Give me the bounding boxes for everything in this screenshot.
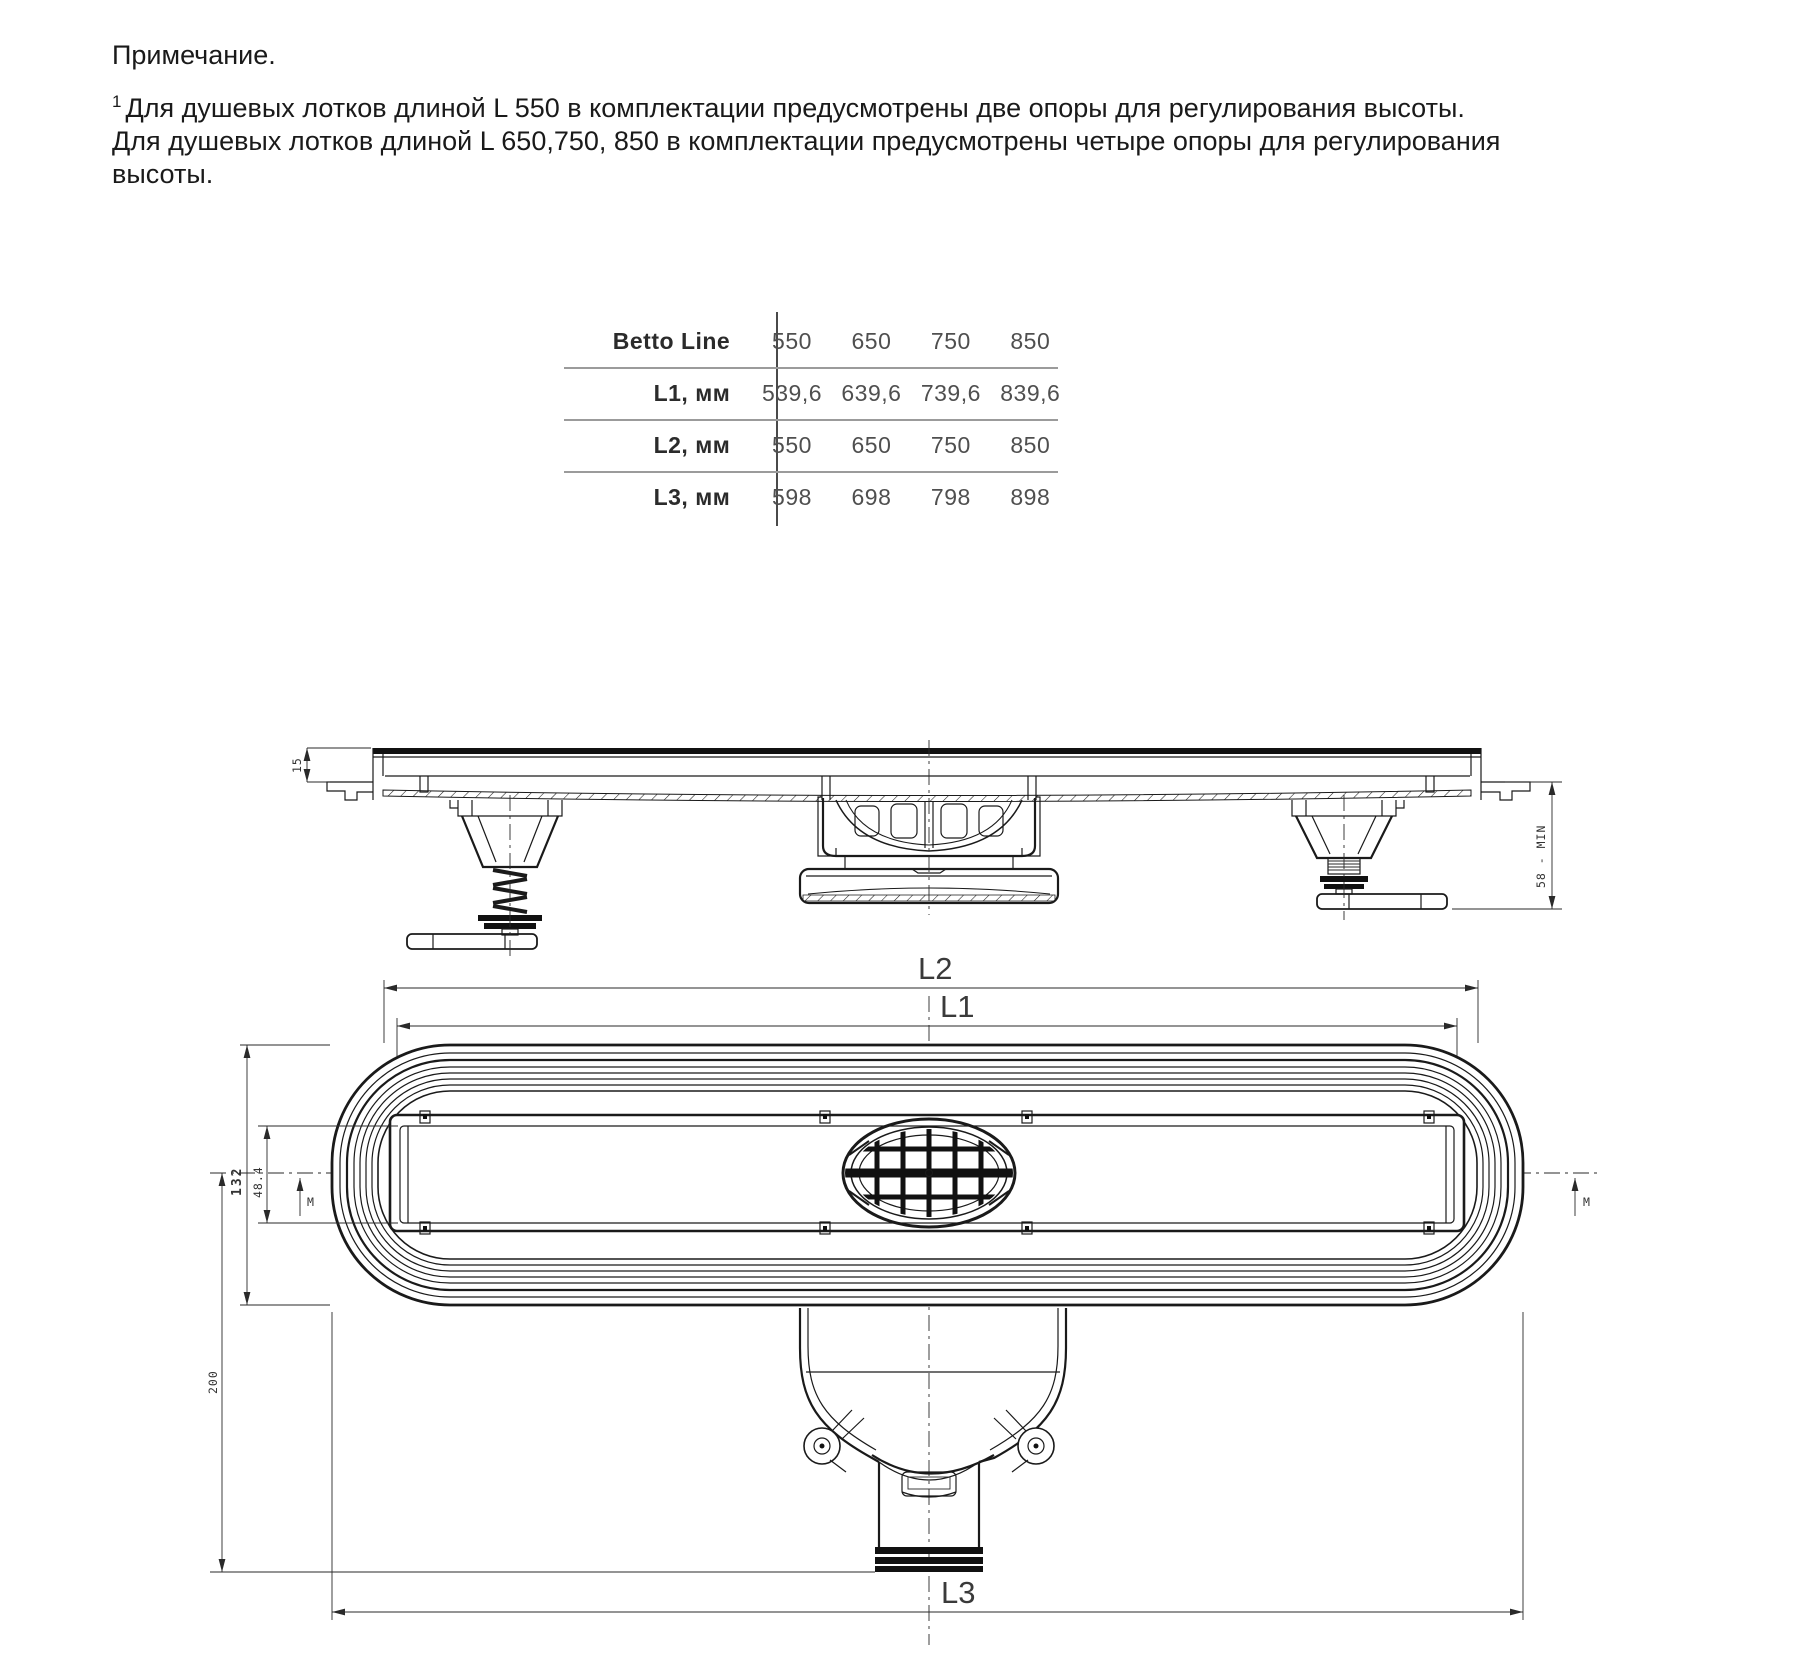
- size-750: 750: [930, 328, 971, 354]
- channel-floor: [383, 790, 1471, 802]
- marking-m-right: [1575, 1178, 1591, 1216]
- size-850: 850: [1010, 328, 1051, 354]
- top-view: [206, 951, 1598, 1645]
- leg-left: [407, 795, 562, 958]
- dim-label-58-min: 58 - MIN: [1534, 824, 1548, 888]
- dim-l2: [384, 951, 1478, 1043]
- l1-value: 539,6: [761, 380, 823, 406]
- dim-label-l2: L2: [918, 951, 953, 986]
- dim-label-132: 132: [230, 1166, 245, 1196]
- row-label-l3: L3, мм: [653, 484, 731, 510]
- leg-right: [1292, 795, 1447, 920]
- dim-l3: [332, 1312, 1523, 1620]
- row-label-l2: L2, мм: [653, 432, 731, 458]
- note-line-1-text: Для душевых лотков длиной L 550 в комплектации предусмотрены две опоры для регулирования высоты.: [125, 93, 1465, 123]
- l2-value: 550: [772, 432, 812, 458]
- l3-value: 898: [1010, 484, 1051, 510]
- dim-label-48-4: 48.4: [251, 1166, 265, 1198]
- size-550: 550: [772, 328, 812, 354]
- dim-label-l1: L1: [940, 989, 975, 1024]
- dim-label-200: 200: [206, 1370, 220, 1394]
- marking-m-left: [300, 1178, 315, 1216]
- grate-profile: [373, 748, 1481, 754]
- note-superscript: 1: [112, 92, 122, 111]
- l1-value: 839,6: [1000, 380, 1061, 406]
- l1-value: 739,6: [920, 380, 981, 406]
- l2-value: 850: [1010, 432, 1051, 458]
- l3-value: 798: [930, 484, 971, 510]
- size-650: 650: [851, 328, 892, 354]
- siphon-trap: [800, 740, 1058, 915]
- note-title: Примечание.: [112, 40, 276, 70]
- drain-grate: [843, 1119, 1015, 1227]
- l2-value: 650: [851, 432, 892, 458]
- dim-label-l3: L3: [941, 1575, 976, 1610]
- l3-value: 598: [772, 484, 812, 510]
- dim-body-width: [230, 1045, 330, 1305]
- row-label-l1: L1, мм: [653, 380, 731, 406]
- side-view: [290, 740, 1562, 958]
- l3-value: 698: [851, 484, 892, 510]
- dim-grate-height: [290, 748, 371, 782]
- table-header-label: Betto Line: [612, 328, 731, 354]
- dim-label-15: 15: [290, 757, 304, 773]
- dim-min-height: [1452, 782, 1562, 909]
- dim-label-m-right: M: [1583, 1195, 1591, 1209]
- dim-label-m-left: M: [307, 1195, 315, 1209]
- outlet-funnel: [800, 1308, 1066, 1572]
- note-line-2: Для душевых лотков длиной L 650,750, 850 в комплектации предусмотрены четыре опоры для регулирования высоты.: [112, 126, 1501, 189]
- l1-value: 639,6: [841, 380, 902, 406]
- l2-value: 750: [930, 432, 971, 458]
